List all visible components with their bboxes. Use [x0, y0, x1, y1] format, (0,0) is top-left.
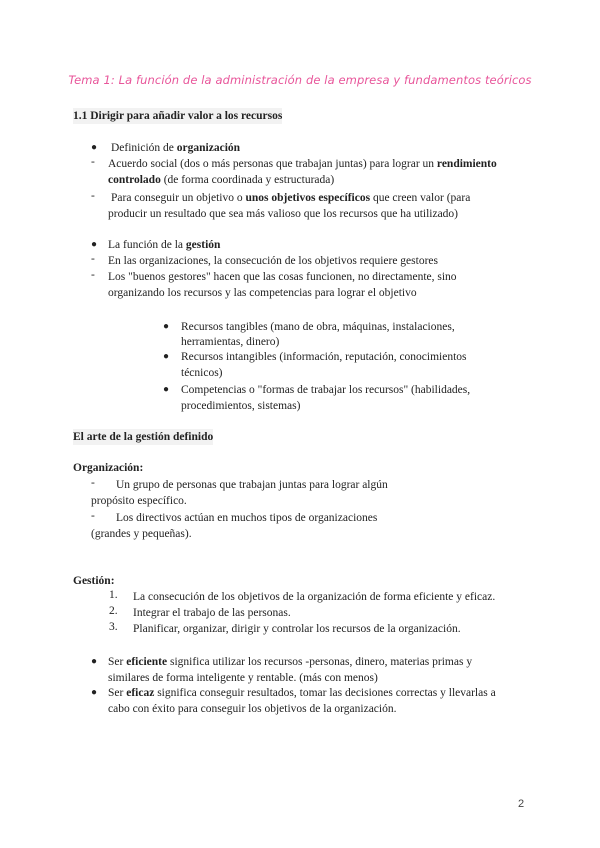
section-heading-2: El arte de la gestión definido — [73, 431, 214, 443]
page-number: 2 — [518, 798, 525, 810]
gestion-item-2-line-1: Los "buenos gestores" hacen que las cosas funcionen, no directamente, sino — [108, 271, 457, 283]
dash-marker: - — [91, 190, 95, 202]
bullet-icon: ● — [163, 351, 170, 362]
org-definition-heading: Definición de organización — [111, 142, 241, 154]
dash-marker: - — [91, 156, 95, 168]
bullet-icon: ● — [91, 687, 98, 698]
bullet-icon: ● — [163, 321, 170, 332]
gestion-numbered-item-1: La consecución de los objetivos de la organización de forma eficiente y eficaz. — [133, 591, 496, 603]
dash-marker: - — [91, 253, 95, 265]
resource-intangible-line-1: Recursos intangibles (información, reputación, conocimientos — [181, 351, 467, 363]
eficaz-line-2: cabo con éxito para conseguir los objetivos de la organización. — [108, 703, 397, 715]
org-def-item-1-line-2: controlado (de forma coordinada y estructurada) — [108, 174, 335, 186]
org-def-item-2-line-2: producir un resultado que sea más valioso que los recursos que ha utilizado) — [108, 208, 459, 220]
bullet-icon: ● — [91, 239, 98, 250]
organizacion-line-3: Los directivos actúan en muchos tipos de organizaciones — [116, 512, 378, 524]
gestion-numbered-item-2: Integrar el trabajo de las personas. — [133, 607, 291, 619]
list-number: 1. — [109, 589, 118, 601]
organizacion-line-1: Un grupo de personas que trabajan juntas para lograr algún — [116, 479, 388, 491]
organizacion-line-4: (grandes y pequeñas). — [91, 528, 192, 540]
resource-tangible-line-2: herramientas, dinero) — [181, 336, 280, 348]
org-def-item-1-line-1: Acuerdo social (dos o más personas que trabajan juntas) para lograr un rendimiento — [108, 158, 497, 170]
dash-marker: - — [91, 510, 95, 522]
bullet-icon: ● — [91, 656, 98, 667]
bullet-icon: ● — [163, 384, 170, 395]
page-title: Tema 1: La función de la administración de la empresa y fundamentos teóricos — [68, 73, 532, 87]
list-number: 3. — [109, 621, 118, 633]
gestion-label: Gestión: — [73, 575, 115, 587]
gestion-item-1: En las organizaciones, la consecución de los objetivos requiere gestores — [108, 255, 438, 267]
bullet-icon: ● — [91, 142, 98, 153]
eficiente-line-2: similares de forma inteligente y rentable. (más con menos) — [108, 672, 378, 684]
dash-marker: - — [91, 269, 95, 281]
eficiente-line-1: Ser eficiente significa utilizar los recursos -personas, dinero, materias primas y — [108, 656, 473, 668]
resource-intangible-line-2: técnicos) — [181, 367, 223, 379]
section-heading-1: 1.1 Dirigir para añadir valor a los recursos — [73, 110, 283, 122]
resource-competencias-line-1: Competencias o "formas de trabajar los recursos" (habilidades, — [181, 384, 471, 396]
dash-marker: - — [91, 477, 95, 489]
resource-competencias-line-2: procedimientos, sistemas) — [181, 400, 301, 412]
gestion-item-2-line-2: organizando los recursos y las competencias para lograr el objetivo — [108, 287, 417, 299]
list-number: 2. — [109, 605, 118, 617]
eficaz-line-1: Ser eficaz significa conseguir resultados, tomar las decisiones correctas y llevarlas a — [108, 687, 496, 699]
resource-tangible-line-1: Recursos tangibles (mano de obra, máquinas, instalaciones, — [181, 321, 455, 333]
org-def-item-2-line-1: Para conseguir un objetivo o unos objetivos específicos que creen valor (para — [111, 192, 471, 204]
gestion-function-heading: La función de la gestión — [108, 239, 221, 251]
organizacion-label: Organización: — [73, 462, 144, 474]
organizacion-line-2: propósito específico. — [91, 495, 187, 507]
gestion-numbered-item-3: Planificar, organizar, dirigir y controlar los recursos de la organización. — [133, 623, 461, 635]
